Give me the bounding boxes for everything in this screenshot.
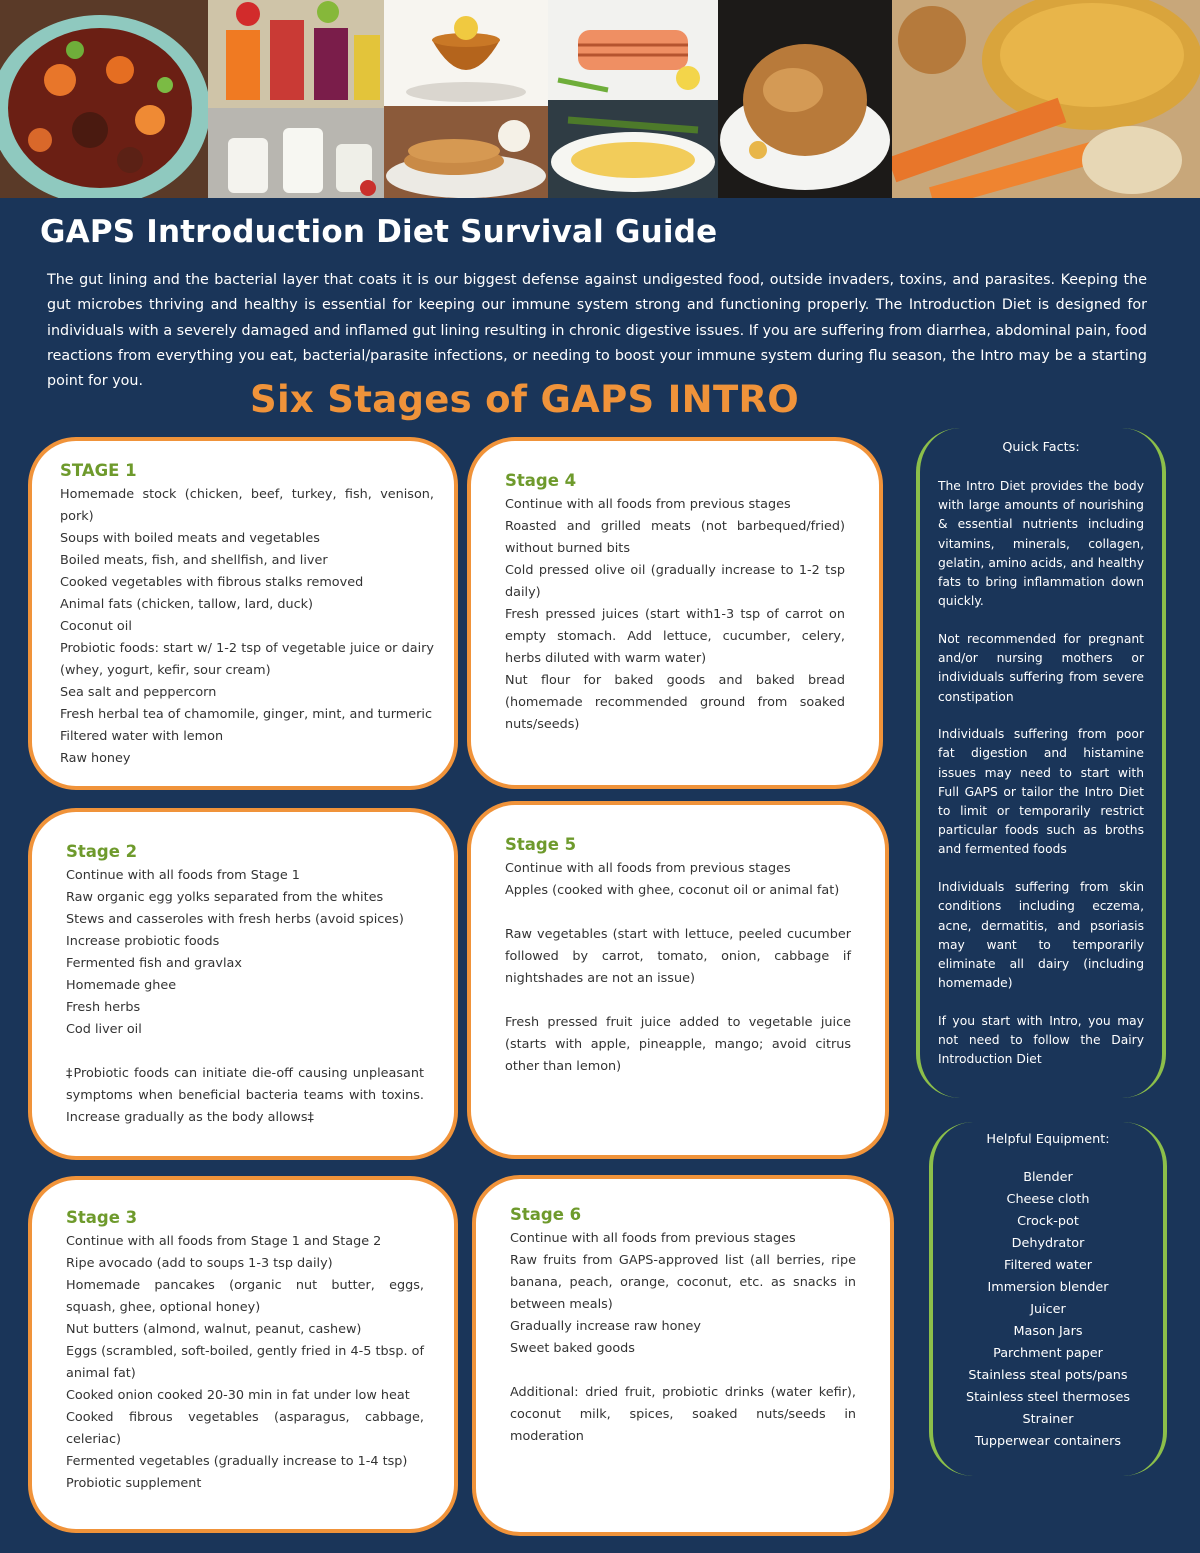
list-item: Raw organic egg yolks separated from the whites [66,890,384,905]
list-item: Fermented fish and gravlax [66,956,242,971]
list-item: Stainless steal pots/pans [968,1368,1128,1383]
list-item: Mason Jars [1013,1324,1083,1339]
intro-paragraph: The gut lining and the bacterial layer that coats it is our biggest defense against undigested food, outside invaders, toxins, and parasites. Keeping the gut microbes thriving and healthy is essential for keeping our immune system strong and functioning properly. The Introduction Diet is designed for individuals with a severely damaged and inflamed gut lining resulting in chronic digestive issues. If you are suffering from diarrhea, abdominal pain, food reactions from everything you eat, bacterial/parasite infections, or needing to boost your immune system during flu season, the Intro may be a starting point for you. [47,272,1147,390]
list-item: Soups with boiled meats and vegetables [60,531,320,546]
list-item: Stainless steel thermoses [965,1390,1131,1405]
list-item: Fresh pressed juices (start with1-3 tsp of carrot on empty stomach. Add lettuce, cucumber, celery, herbs diluted with warm water) [505,607,845,666]
list-item: Blender [1023,1170,1073,1185]
roast-chicken-photo [718,0,892,198]
stage-2-card [28,808,458,1160]
stage-1-card [28,437,458,790]
list-item: Crock-pot [1017,1214,1079,1229]
stage-5-card [467,801,889,1159]
list-item: Cold pressed olive oil (gradually increase to 1-2 tsp daily) [505,563,845,600]
list-item: Roasted and grilled meats (not barbequed/fried) without burned bits [505,519,845,556]
quick-fact: The Intro Diet provides the body with large amounts of nourishing & essential nutrients including vitamins, minerals, collagen, gelatin, amino acids, and healthy fats to bring inflammation down quickly. [938,479,1144,609]
quick-facts-title: Quick Facts: [1002,440,1080,455]
pancakes-photo [384,106,548,198]
equipment-list [947,1167,1149,1453]
list-item: Continue with all foods from previous stages [505,497,791,512]
list-item: Cheese cloth [1006,1192,1090,1207]
list-item: Fresh herbal tea of chamomile, ginger, mint, and turmeric [60,707,432,722]
quick-fact: Individuals suffering from poor fat digestion and histamine issues may need to start with Full GAPS or tailor the Intro Diet to limit or temporarily restrict particular foods such as broths and fermented foods [938,727,1144,857]
stage-1-list [60,484,434,770]
list-item: Animal fats (chicken, tallow, lard, duck) [60,597,314,612]
list-item: Continue with all foods from previous stages [505,861,791,876]
quick-fact: Individuals suffering from skin conditions including eczema, acne, dermatitis, and psoriasis may want to temporarily eliminate all dairy (including homemade) [938,880,1144,991]
list-item: Stews and casseroles with fresh herbs (avoid spices) [66,912,404,927]
list-item: Apples (cooked with ghee, coconut oil or animal fat) [505,883,840,898]
list-item: Gradually increase raw honey [510,1319,701,1334]
list-item: Raw honey [60,751,131,766]
section-subtitle: Six Stages of GAPS INTRO [250,378,800,421]
list-item: Sea salt and peppercorn [60,685,217,700]
list-item: Homemade ghee [66,978,177,993]
list-item: Fresh herbs [66,1000,141,1015]
quick-fact: Not recommended for pregnant and/or nursing mothers or individuals suffering from severe constipation [938,631,1144,704]
list-item: Eggs (scrambled, soft-boiled, gently fried in 4-5 tbsp. of animal fat) [66,1344,424,1381]
list-item: Cod liver oil [66,1022,142,1037]
list-item: Cooked onion cooked 20-30 min in fat under low heat [66,1388,410,1403]
probiotic-note: ‡Probiotic foods can initiate die-off causing unpleasant symptoms when beneficial bacteria teams with toxins. Increase gradually as the body allows‡ [66,1066,424,1125]
list-item: Homemade pancakes (organic nut butter, eggs, squash, ghee, optional honey) [66,1278,424,1315]
stage-4-card [467,437,883,789]
stage-5-list [505,858,851,1078]
stage-6-list [510,1228,856,1448]
list-item: Cooked fibrous vegetables (asparagus, cabbage, celeriac) [66,1410,424,1447]
list-item: Continue with all foods from previous stages [510,1231,796,1246]
yogurt-kefir-photo [208,108,384,198]
list-item: Additional: dried fruit, probiotic drinks (water kefir), coconut milk, spices, soaked nuts/seeds in moderation [510,1385,856,1444]
stage-4-list [505,494,845,736]
list-item: Raw vegetables (start with lettuce, peeled cucumber followed by carrot, tomato, onion, cabbage if nightshades are not an issue) [505,927,851,986]
list-item: Dehydrator [1011,1236,1085,1251]
list-item: Nut butters (almond, walnut, peanut, cashew) [66,1322,362,1337]
page-title: GAPS Introduction Diet Survival Guide [40,214,718,250]
list-item: Homemade stock (chicken, beef, turkey, fish, venison, pork) [60,487,434,524]
list-item: Parchment paper [993,1346,1103,1361]
list-item: Filtered water with lemon [60,729,224,744]
helpful-equipment-panel [929,1122,1167,1476]
list-item: Nut flour for baked goods and baked bread (homemade recommended ground from soaked nuts/seeds) [505,673,845,732]
beef-stew-photo [0,0,208,198]
equipment-title: Helpful Equipment: [986,1132,1110,1147]
herbal-tea-photo [384,0,548,106]
stage-3-list [66,1231,424,1495]
list-item: Tupperwear containers [974,1434,1122,1449]
stage-2-title: Stage 2 [66,842,138,861]
list-item: Probiotic supplement [66,1476,202,1491]
list-item: Sweet baked goods [510,1341,635,1356]
list-item: Strainer [1022,1412,1074,1427]
list-item: Cooked vegetables with fibrous stalks removed [60,575,364,590]
list-item: Probiotic foods: start w/ 1-2 tsp of vegetable juice or dairy (whey, yogurt, kefir, sour cream) [60,641,434,678]
list-item: Continue with all foods from Stage 1 and Stage 2 [66,1234,382,1249]
list-item: Boiled meats, fish, and shellfish, and liver [60,553,328,568]
list-item: Immersion blender [987,1280,1109,1295]
grilled-salmon-photo [548,0,718,100]
stage-3-title: Stage 3 [66,1208,138,1227]
list-item: Fermented vegetables (gradually increase to 1-4 tsp) [66,1454,408,1469]
stage-5-title: Stage 5 [505,835,577,854]
list-item: Coconut oil [60,619,132,634]
bone-broth-vegetables-photo [892,0,1200,198]
stage-6-card [472,1175,894,1536]
stage-6-title: Stage 6 [510,1205,582,1224]
list-item: Juicer [1030,1302,1066,1317]
stage-3-card [28,1176,458,1533]
stage-4-title: Stage 4 [505,471,577,490]
list-item: Increase probiotic foods [66,934,220,949]
list-item: Raw fruits from GAPS-approved list (all berries, ripe banana, peach, orange, coconut, etc. as snacks in between meals) [510,1253,856,1312]
list-item: Ripe avocado (add to soups 1-3 tsp daily) [66,1256,333,1271]
quick-fact: If you start with Intro, you may not need to follow the Dairy Introduction Diet [938,1013,1144,1067]
list-item: Continue with all foods from Stage 1 [66,868,300,883]
fresh-juices-photo [208,0,384,108]
omelette-asparagus-photo [548,100,718,198]
stage-1-title: STAGE 1 [60,461,137,480]
quick-facts-panel [916,428,1166,1098]
list-item: Fresh pressed fruit juice added to vegetable juice (starts with apple, pineapple, mango; avoid citrus other than lemon) [505,1015,851,1074]
stage-2-list [66,865,424,1041]
list-item: Filtered water [1004,1258,1092,1273]
